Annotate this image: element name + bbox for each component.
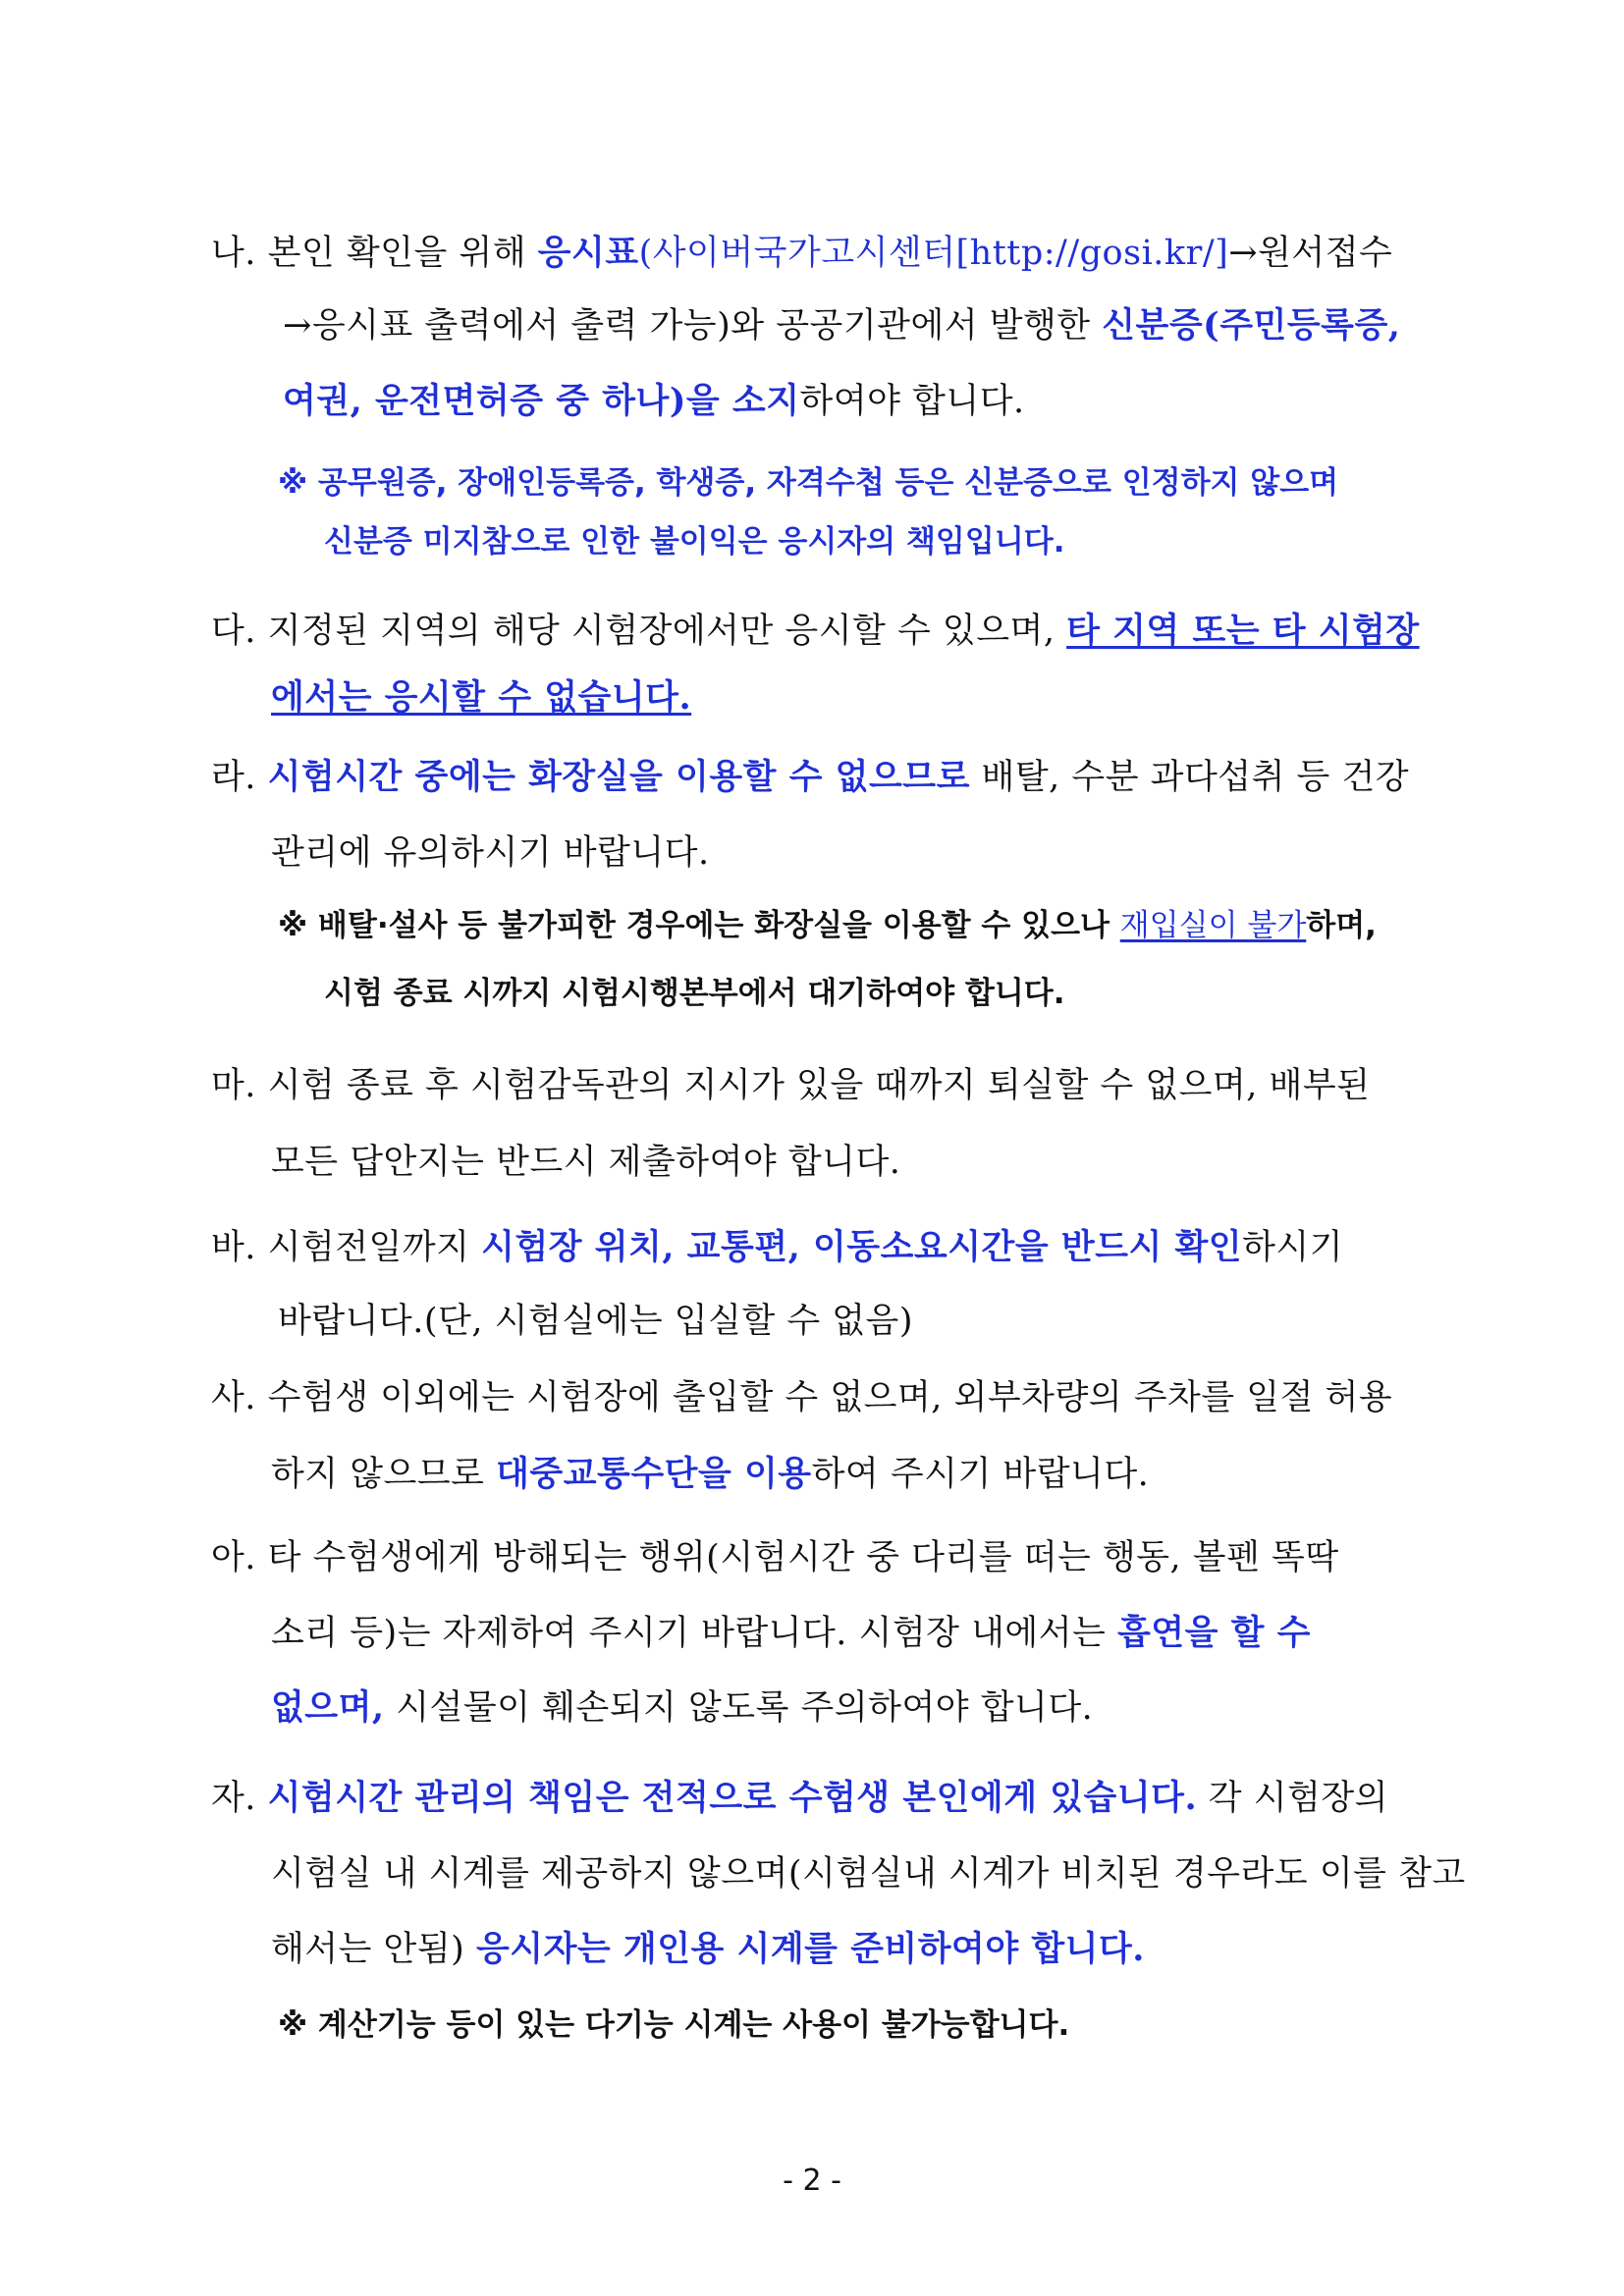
item-a-line3: [271, 1687, 1093, 1729]
highlight: 없으며,: [271, 1687, 385, 1728]
item-da-line1: [211, 611, 1420, 652]
text: 본인 확인을 위해: [267, 234, 538, 273]
text: 시험전일까지: [267, 1228, 482, 1267]
text: 소리 등)는 자제하여 주시기 바랍니다. 시험장 내에서는: [271, 1614, 1117, 1653]
highlight: (사이버국가고시센터[http://gosi.kr/]: [638, 234, 1229, 273]
item-marker: 자.: [211, 1779, 256, 1818]
item-marker: 사.: [211, 1378, 256, 1417]
item-marker: 바.: [211, 1228, 256, 1267]
highlight: 신분증(주민등록증,: [1102, 305, 1401, 346]
item-ja-note1: ※ 계산기능 등이 있는 다기능 시계는 사용이 불가능합니다.: [278, 2007, 1070, 2043]
item-ba-line2: [278, 1301, 913, 1342]
item-na-line3: [283, 381, 1025, 422]
item-ja-line1: [211, 1778, 1388, 1819]
highlight: 재입실이 불가: [1119, 908, 1307, 943]
item-na-note1: ※ 공무원증, 장애인등록증, 학생증, 자격수첩 등은 신분증으로 인정하지 않으며: [278, 465, 1339, 501]
text: 하여야 합니다.: [799, 382, 1025, 421]
text: 관리에 유의하시기 바랍니다.: [271, 833, 710, 873]
item-ra-note2: 시험 종료 시까지 시험시행본부에서 대기하여야 합니다.: [324, 976, 1065, 1011]
item-marker: 나.: [211, 234, 256, 273]
highlight: 시험시간 중에는 화장실을 이용할 수 없으므로: [267, 757, 970, 797]
item-marker: 다.: [211, 612, 256, 651]
highlight: 여권, 운전면허증 중 하나)을 소지: [283, 381, 800, 421]
text: 해서는 안됨): [271, 1930, 476, 1969]
item-marker: 마.: [211, 1066, 256, 1105]
text: 하지 않으므로: [271, 1455, 497, 1494]
item-a-line2: [271, 1613, 1311, 1654]
text: ※ 배탈·설사 등 불가피한 경우에는 화장실을 이용할 수 있으나: [278, 908, 1120, 943]
text: 시설물이 훼손되지 않도록 주의하여야 합니다.: [384, 1688, 1094, 1728]
item-na-line2: [283, 305, 1400, 347]
text: 하여 주시기 바랍니다.: [811, 1455, 1150, 1494]
text: 지정된 지역의 해당 시험장에서만 응시할 수 있으며,: [267, 612, 1067, 651]
item-da-line2: [271, 677, 691, 719]
text: 하며,: [1306, 908, 1377, 943]
item-ja-line2: [271, 1853, 1466, 1895]
text: →원서접수: [1228, 234, 1393, 273]
text: →응시표 출력에서 출력 가능)와 공공기관에서 발행한: [283, 306, 1103, 346]
highlight: 대중교통수단을 이용: [496, 1454, 812, 1494]
text: 바랍니다.(단, 시험실에는 입실할 수 없음): [278, 1302, 914, 1341]
text: 시험실 내 시계를 제공하지 않으며(시험실내 시계가 비치된 경우라도 이를 참고: [271, 1854, 1466, 1894]
text: 배탈, 수분 과다섭취 등 건강: [969, 758, 1410, 797]
item-sa-line2: [271, 1454, 1149, 1495]
highlight: 응시표: [537, 233, 639, 273]
item-marker: 아.: [211, 1538, 256, 1577]
highlight: 흡연을 할 수: [1116, 1613, 1311, 1653]
highlight: 응시자는 개인용 시계를 준비하여야 합니다.: [475, 1929, 1145, 1969]
text: 시험 종료 후 시험감독관의 지시가 있을 때까지 퇴실할 수 없으며, 배부된: [267, 1066, 1371, 1105]
highlight: 시험시간 관리의 책임은 전적으로 수험생 본인에게 있습니다.: [267, 1778, 1198, 1818]
item-ra-note1: [278, 908, 1377, 944]
text: 타 수험생에게 방해되는 행위(시험시간 중 다리를 떠는 행동, 볼펜 똑딱: [267, 1538, 1339, 1577]
text: 모든 답안지는 반드시 제출하여야 합니다.: [271, 1143, 901, 1182]
item-a-line1: [211, 1537, 1339, 1578]
item-sa-line1: [211, 1377, 1392, 1418]
item-na-note2: 신분증 미지참으로 인한 불이익은 응시자의 책임입니다.: [324, 524, 1065, 560]
text: 수험생 이외에는 시험장에 출입할 수 없으며, 외부차량의 주차를 일절 허용: [267, 1378, 1393, 1417]
item-ma-line1: [211, 1065, 1370, 1106]
item-ma-line2: [271, 1142, 900, 1183]
text: 하시기: [1242, 1228, 1344, 1267]
highlight: 타 지역 또는 타 시험장: [1066, 611, 1420, 651]
text: 각 시험장의: [1197, 1779, 1388, 1818]
item-ja-line3: [271, 1929, 1145, 1970]
item-ra-line2: [271, 832, 710, 874]
item-na-line1: [211, 233, 1392, 274]
highlight: 에서는 응시할 수 없습니다.: [271, 677, 692, 718]
item-ra-line1: [211, 757, 1409, 798]
item-marker: 라.: [211, 758, 256, 797]
item-ba-line1: [211, 1227, 1343, 1268]
page-number: - 2 -: [783, 2163, 841, 2198]
highlight: 시험장 위치, 교통편, 이동소요시간을 반드시 확인: [481, 1227, 1243, 1267]
